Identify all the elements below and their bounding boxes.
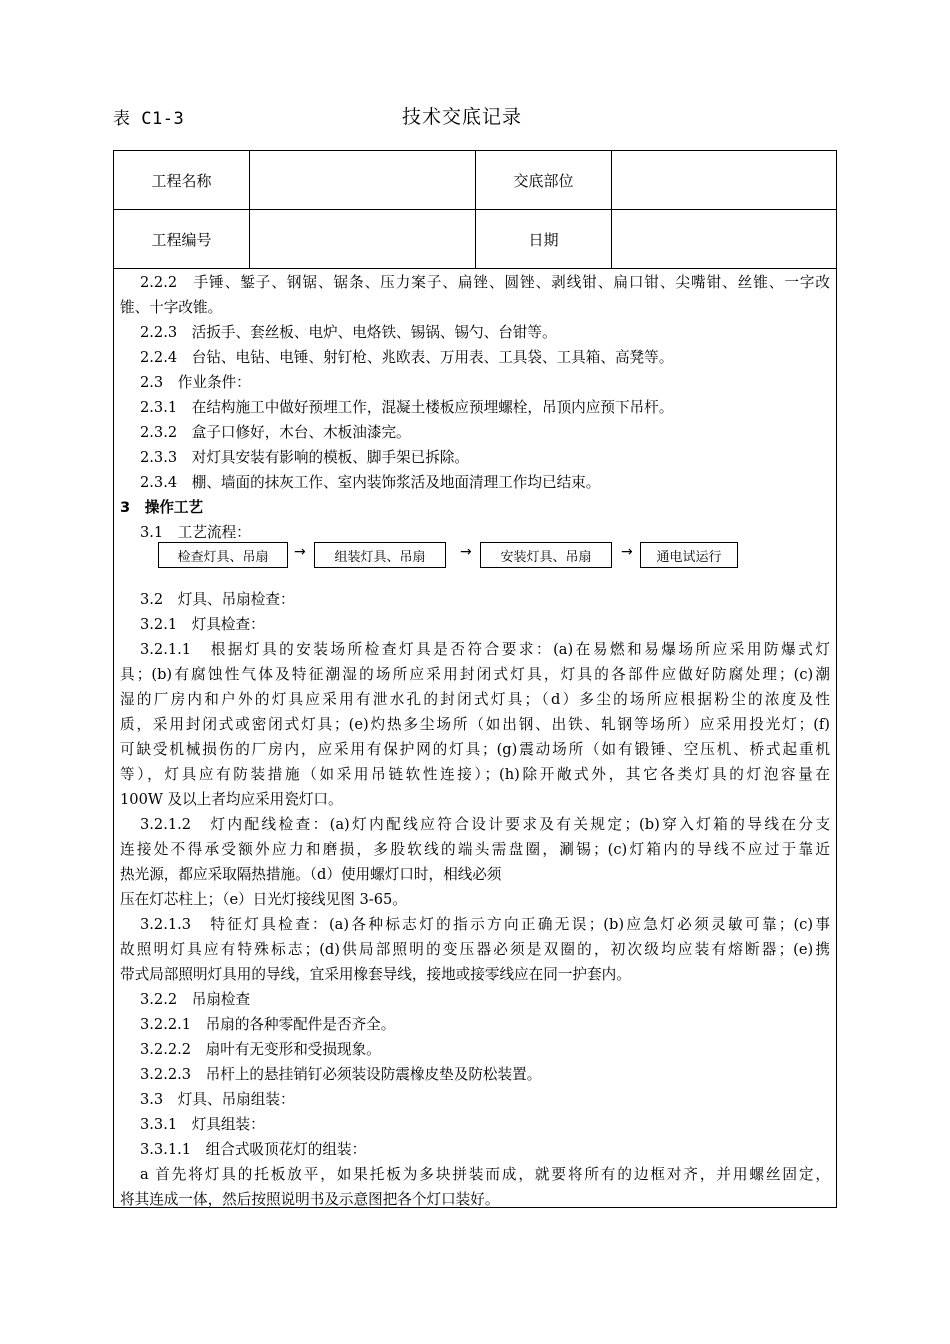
text-line: 可缺受机械损伤的厂房内，应采用有保护网的灯具；(g)震动场所（如有锻锤、空压机、桥式起重机 xyxy=(120,741,830,758)
text-line: 具；(b)有腐蚀性气体及特征潮湿的场所应采用封闭式灯具，灯具的各部件应做好防腐处理；(c)潮 xyxy=(120,666,830,683)
text-line: 湿的厂房内和户外的灯具应采用有泄水孔的封闭式灯具；（d）多尘的场所应根据粉尘的浓度及性 xyxy=(120,691,830,708)
text-line: 故照明灯具应有特殊标志；(d)供局部照明的变压器必须是双圈的，初次级均应装有熔断器；(e)携 xyxy=(120,941,830,958)
arrow-right-icon: → xyxy=(294,544,306,560)
project-name-field[interactable] xyxy=(250,151,475,209)
text-line: 3.2.1.3 特征灯具检查：(a)各种标志灯的指示方向正确无误；(b)应急灯必须灵敏可靠；(c)事 xyxy=(140,916,830,933)
flow-step: 检查灯具、吊扇 xyxy=(158,542,288,568)
location-field[interactable] xyxy=(612,151,836,209)
text-line: 热光源，都应采取隔热措施。（d）使用螺灯口时，相线必须 xyxy=(120,866,502,883)
text-line: 将其连成一体，然后按照说明书及示意图把各个灯口装好。 xyxy=(120,1191,500,1208)
text-line: 3.3.1 灯具组装： xyxy=(140,1116,265,1133)
text-line: 3.3.1.1 组合式吸顶花灯的组装： xyxy=(140,1141,367,1158)
arrow-right-icon: → xyxy=(460,544,472,560)
text-line: 锥、十字改锥。 xyxy=(120,299,223,316)
date-label: 日期 xyxy=(528,230,559,249)
text-line: 2.2.3 活扳手、套丝板、电炉、电烙铁、锡锅、锡勺、台钳等。 xyxy=(140,324,557,341)
text-line: 2.2.2 手锤、錾子、钢锯、锯条、压力案子、扁锉、圆锉、剥线钳、扁口钳、尖嘴钳、丝锥、一字改 xyxy=(140,274,830,291)
text-line: 3.1 工艺流程： xyxy=(140,524,251,541)
text-line: 2.3.4 棚、墙面的抹灰工作、室内装饰浆活及地面清理工作均已结束。 xyxy=(140,474,601,491)
info-row-2 xyxy=(114,210,836,269)
text-line: 3.2.1.1 根据灯具的安装场所检查灯具是否符合要求：(a)在易燃和易爆场所应采用防爆式灯 xyxy=(140,641,830,658)
section-heading: 3 操作工艺 xyxy=(120,499,204,516)
project-name-label: 工程名称 xyxy=(151,171,212,190)
info-row-1 xyxy=(114,151,836,210)
text-line: 质，采用封闭式或密闭式灯具；(e)灼热多尘场所（如出钢、出铁、轧钢等场所）应采用投光灯；(f) xyxy=(120,716,830,733)
location-label: 交底部位 xyxy=(513,171,574,190)
project-no-label: 工程编号 xyxy=(151,230,212,249)
text-line: 等），灯具应有防装措施（如采用吊链软性连接）；(h)除开敞式外，其它各类灯具的灯泡容量在 xyxy=(120,766,830,783)
text-line: 2.3.1 在结构施工中做好预埋工作，混凝土楼板应预埋螺栓，吊顶内应预下吊杆。 xyxy=(140,399,674,416)
date-field[interactable] xyxy=(612,210,836,268)
text-line: 带式局部照明灯具用的导线，宜采用橡套导线，接地或接零线应在同一护套内。 xyxy=(120,966,631,983)
text-line: 3.2.2.2 扇叶有无变形和受损现象。 xyxy=(140,1041,381,1058)
text-line: 3.2.2.3 吊杆上的悬挂销钉必须装设防震橡皮垫及防松装置。 xyxy=(140,1066,542,1083)
text-line: a 首先将灯具的托板放平，如果托板为多块拼装而成，就要将所有的边框对齐，并用螺丝固定， xyxy=(140,1166,830,1183)
text-line: 3.2 灯具、吊扇检查： xyxy=(140,591,295,608)
text-line: 2.3.2 盒子口修好，木台、木板油漆完。 xyxy=(140,424,411,441)
text-line: 连接处不得承受额外应力和磨损，多股软线的端头需盘圈，涮锡；(c)灯箱内的导线不应过于靠近 xyxy=(120,841,830,858)
flow-step: 安装灯具、吊扇 xyxy=(480,542,612,568)
text-line: 2.3 作业条件： xyxy=(140,374,251,391)
process-flow xyxy=(114,541,836,571)
flow-step: 通电试运行 xyxy=(640,542,738,568)
project-no-field[interactable] xyxy=(250,210,475,268)
form-code: 表 C1-3 xyxy=(113,109,185,129)
arrow-right-icon: → xyxy=(621,544,633,560)
record-table xyxy=(113,150,837,1208)
flow-step: 组装灯具、吊扇 xyxy=(314,542,446,568)
text-line: 2.2.4 台钻、电钻、电锤、射钉枪、兆欧表、万用表、工具袋、工具箱、高凳等。 xyxy=(140,349,674,366)
text-line: 3.2.1.2 灯内配线检查：(a)灯内配线应符合设计要求及有关规定；(b)穿入灯箱的导线在分支 xyxy=(140,816,830,833)
text-line: 2.3.3 对灯具安装有影响的模板、脚手架已拆除。 xyxy=(140,449,470,466)
document-title: 技术交底记录 xyxy=(402,106,523,128)
text-line: 3.2.2.1 吊扇的各种零配件是否齐全。 xyxy=(140,1016,396,1033)
text-line: 3.3 灯具、吊扇组装： xyxy=(140,1091,295,1108)
text-line: 100W 及以上者均应采用瓷灯口。 xyxy=(120,791,343,808)
text-line: 3.2.1 灯具检查： xyxy=(140,616,265,633)
text-line: 压在灯芯柱上；（e）日光灯接线见图 3-65。 xyxy=(120,891,407,908)
text-line: 3.2.2 吊扇检查 xyxy=(140,991,251,1008)
